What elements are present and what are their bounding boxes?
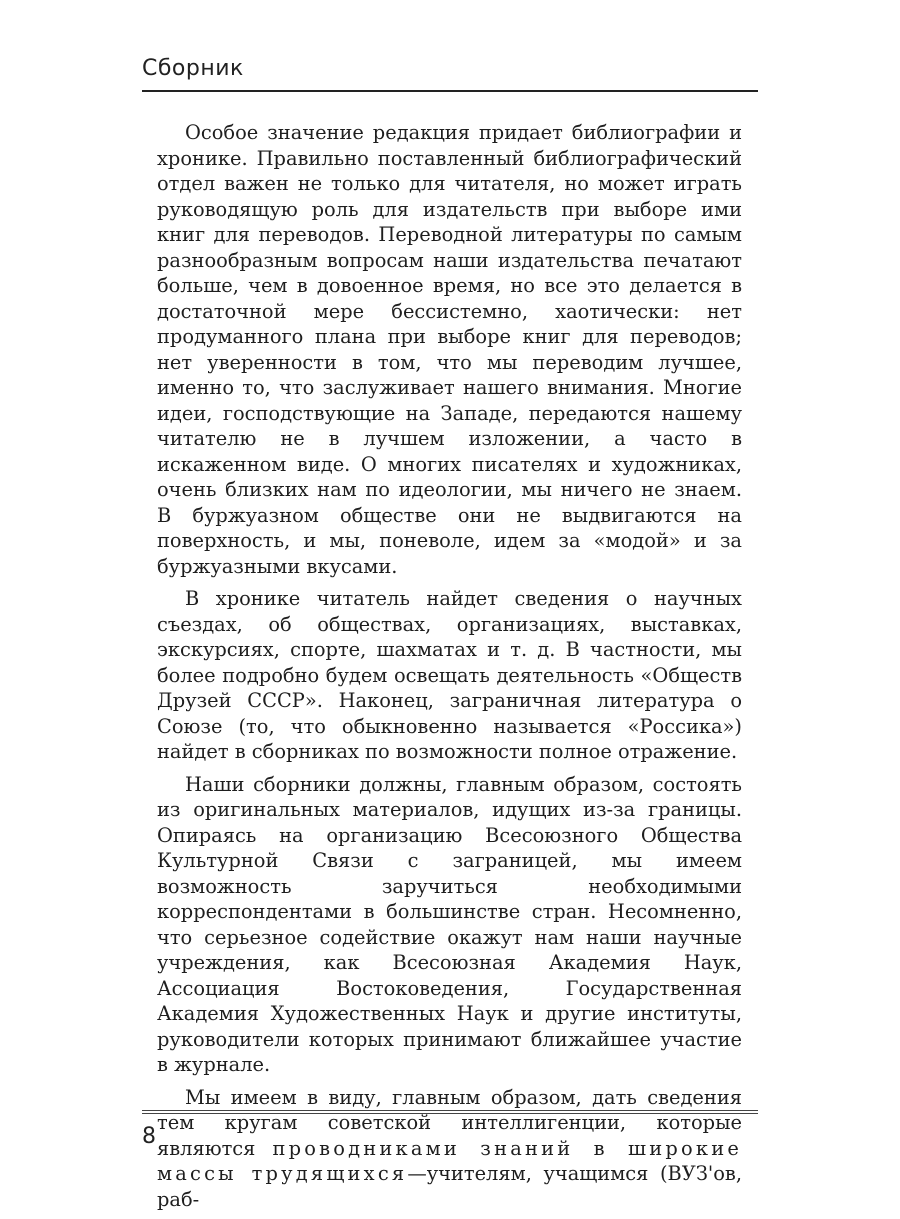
paragraph-audience-end: —учителям, учащимся (ВУЗ'ов, раб- bbox=[157, 1162, 742, 1211]
paragraph-chronicle: В хронике читатель найдет сведения о научных съездах, об обществах, организациях, выставках, экскурсиях, спорте, шахматах и т. д. В частности, мы более подробно будем освещать деятельность «Обществ Друзей СССР». Наконец, заграничная литература о Союзе (то, что обыкновенно называется «Россика») найдет в сборниках по возможности полное отражение. bbox=[157, 587, 742, 763]
paragraph-materials: Наши сборники должны, главным образом, состоять из оригинальных материалов, идущих из-за границы. Опираясь на организацию Всесоюзного Общества Культурной Связи с заграницей, мы имеем возможность заручиться необходимыми корреспондентами в большинстве стран. Несомненно, что серьезное содействие окажут нам наши научные учреждения, как Всесоюзная Академия Наук, Ассоциация Востоковедения, Государственная Академия Художественных Наук и другие институты, руководители которых принимают ближайшее участие в журнале. bbox=[157, 772, 742, 1076]
paragraph-audience-start: Мы имеем в виду, главным образом, дать сведения тем кругам советской интеллигенции, которые являются bbox=[157, 1085, 742, 1160]
header-rule bbox=[142, 90, 758, 92]
paragraph-audience bbox=[157, 1085, 742, 1213]
running-title: Сборник bbox=[142, 56, 244, 81]
paragraph-audience-spaced: проводниками знаний в широкие массы трудящихся bbox=[157, 1136, 742, 1185]
page-number: 8 bbox=[142, 1124, 156, 1149]
paragraph-bibliography: Особое значение редакция придает библиографии и хронике. Правильно поставленный библиографический отдел важен не только для читателя, но может играть руководящую роль для издательств при выборе ими книг для переводов. Переводной литературы по самым разнообразным вопросам наши издательства печатают больше, чем в довоенное время, но все это делается в достаточной мере бессистемно, хаотически: нет продуманного плана при выборе книг для переводов; нет уверенности в том, что мы переводим лучшее, именно то, что заслуживает нашего внимания. Многие идеи, господствующие на Западе, передаются нашему читателю не в лучшем изложении, а часто в искаженном виде. О многих писателях и художниках, очень близких нам по идеологии, мы ничего не знаем. В буржуазном обществе они не выдвигаются на поверхность, и мы, поневоле, идем за «модой» и за буржуазными вкусами. bbox=[157, 121, 742, 578]
footer-rule bbox=[142, 1110, 758, 1114]
body-text bbox=[157, 120, 742, 1219]
